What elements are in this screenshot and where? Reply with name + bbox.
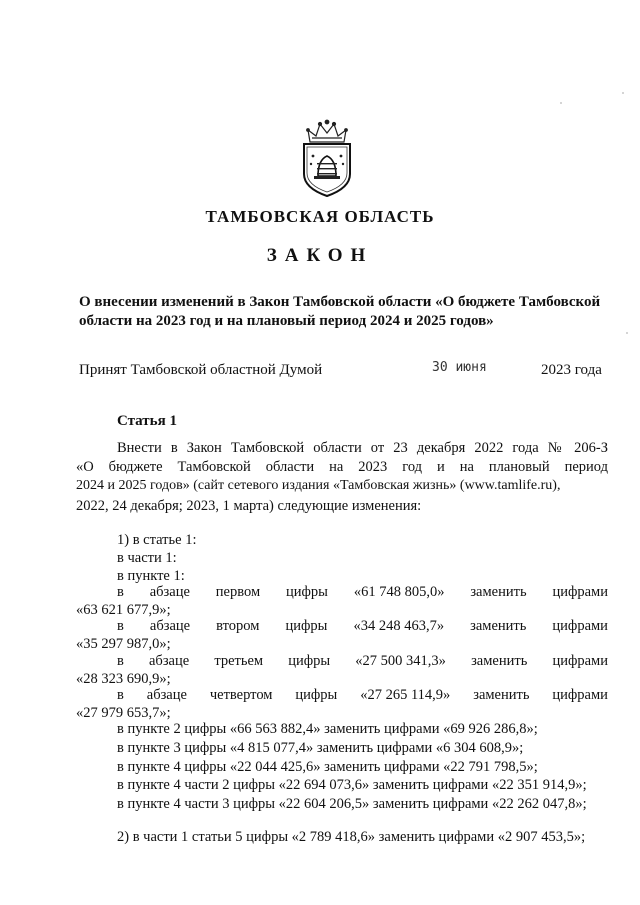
intro-line-4: 2022, 24 декабря; 2023, 1 марта) следующие изменения: (76, 498, 422, 514)
abzac-line (117, 653, 608, 670)
abzac-word: втором (216, 618, 260, 634)
point-4-part-3: в пункте 4 части 3 цифры «22 604 206,5» заменить цифрами «22 262 047,8»; (117, 796, 587, 812)
point-3: в пункте 3 цифры «4 815 077,4» заменить цифрами «6 304 608,9»; (117, 740, 524, 756)
abzac-word: «34 248 463,7» (353, 618, 445, 634)
abzac-word: цифрами (552, 618, 608, 634)
item-part-1: в части 1: (117, 550, 177, 566)
item-1: 1) в статье 1: (117, 532, 197, 548)
scan-speck (560, 102, 562, 104)
abzac-word: заменить (470, 584, 527, 600)
abzac-word: в (117, 584, 124, 600)
abzac-word: первом (215, 584, 261, 600)
law-title-line-1: О внесении изменений в Закон Тамбовской области «О бюджете Тамбовской (79, 294, 601, 310)
abzac-word: «27 265 114,9» (360, 687, 451, 703)
intro-line-1 (117, 440, 608, 457)
abzac-line (117, 618, 608, 635)
abzac-word: цифры (288, 653, 331, 669)
article-heading: Статья 1 (117, 413, 177, 429)
abzac-word: четвертом (209, 687, 273, 703)
coat-of-arms-emblem (296, 118, 358, 198)
abzac-word: в (117, 618, 124, 634)
point-4: в пункте 4 цифры «22 044 425,6» заменить цифрами «22 791 798,5»; (117, 759, 538, 775)
abzac-word: заменить (471, 653, 528, 669)
abzac-word: третьем (214, 653, 264, 669)
abzac-word: заменить (473, 687, 530, 703)
abzac-word: цифры (285, 618, 328, 634)
adoption-year: 2023 года (541, 362, 602, 378)
abzac-word: в (117, 653, 124, 669)
abzac-word: цифры (286, 584, 328, 600)
adoption-date: 30 июня (432, 360, 487, 375)
abzac-word: «27 500 341,3» (355, 653, 446, 669)
abzac-line (117, 687, 608, 704)
point-4-part-2: в пункте 4 части 2 цифры «22 694 073,6» заменить цифрами «22 351 914,9»; (117, 777, 587, 793)
abzac-word: цифрами (552, 584, 608, 600)
abzac-word: цифрами (552, 653, 608, 669)
abzac-word: цифры (295, 687, 338, 703)
abzac-word: абзаце (146, 687, 187, 703)
abzac-word: «61 748 805,0» (353, 584, 445, 600)
item-2: 2) в части 1 статьи 5 цифры «2 789 418,6» заменить цифрами «2 907 453,5»; (117, 829, 586, 845)
abzac-continuation: «63 621 677,9»; (76, 602, 171, 618)
item-point-1: в пункте 1: (117, 568, 185, 584)
abzac-word: в (117, 687, 124, 703)
scan-speck (622, 92, 624, 94)
abzac-continuation: «27 979 653,7»; (76, 705, 171, 721)
adopted-by: Принят Тамбовской областной Думой (79, 362, 323, 378)
document-type: ЗАКОН (266, 245, 374, 266)
abzac-line (117, 584, 608, 601)
abzac-word: цифрами (552, 687, 608, 703)
intro-line-2-text: «О бюджете Тамбовской области на 2023 год и на плановый период (76, 459, 608, 475)
abzac-word: заменить (470, 618, 527, 634)
scan-speck (626, 332, 628, 334)
intro-line-2 (76, 459, 608, 476)
point-2: в пункте 2 цифры «66 563 882,4» заменить цифрами «69 926 286,8»; (117, 721, 538, 737)
intro-line-1-text: Внести в Закон Тамбовской области от 23 декабря 2022 года № 206-З (117, 440, 608, 456)
abzac-word: абзаце (149, 618, 191, 634)
region-title: ТАМБОВСКАЯ ОБЛАСТЬ (205, 207, 435, 226)
abzac-continuation: «28 323 690,9»; (76, 671, 171, 687)
abzac-continuation: «35 297 987,0»; (76, 636, 171, 652)
abzac-word: абзаце (149, 584, 190, 600)
law-title-line-2: области на 2023 год и на плановый период 2024 и 2025 годов» (79, 313, 494, 329)
intro-line-3: 2024 и 2025 годов» (сайт сетевого издания «Тамбовская жизнь» (www.tamlife.ru), (76, 478, 561, 493)
abzac-word: абзаце (149, 653, 190, 669)
